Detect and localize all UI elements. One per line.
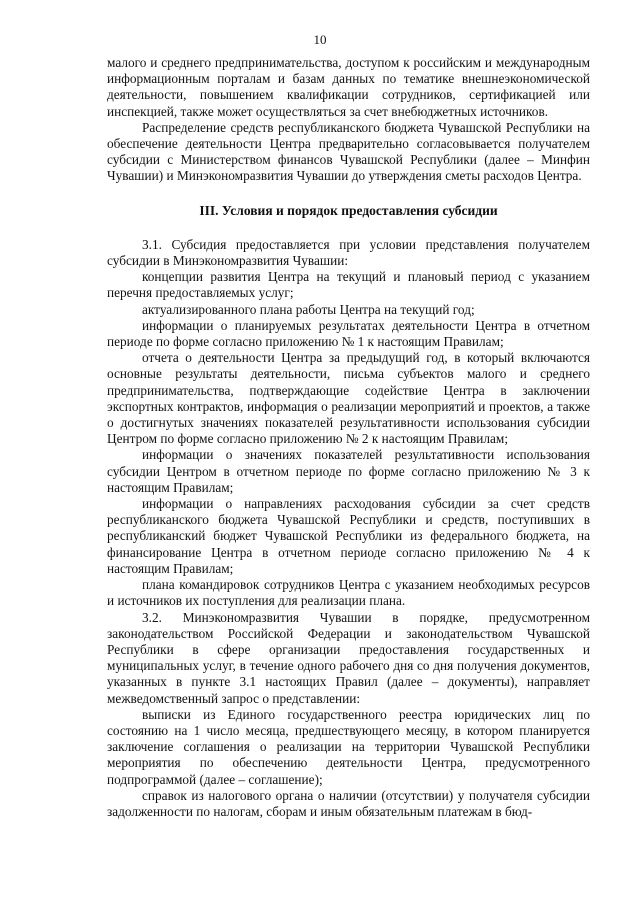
paragraph: отчета о деятельности Центра за предыдущий год, в который включаются основные результаты деятельности, письма субъектов малого и среднего предпринимательства, подтверждающие содействие Центра в заключении экспортных контрактов, информация о реализации мероприятий и проектов, а также о достигнутых значениях показателей результативности использования субсидии Центром по форме согласно приложению № 2 к настоящим Правилам;: [107, 350, 590, 447]
paragraph: информации о планируемых результатах деятельности Центра в отчетном периоде по форме согласно приложению № 1 к настоящим Правилам;: [107, 317, 590, 350]
paragraph: справок из налогового органа о наличии (отсутствии) у получателя субсидии задолженности по налогам, сборам и иным обязательным платежам в бюд-: [107, 787, 590, 819]
paragraph: информации о значениях показателей результативности использования субсидии Центром в отчетном периоде по форме согласно приложению № 3 к настоящим Правилам;: [107, 447, 590, 495]
paragraph: актуализированного плана работы Центра на текущий год;: [142, 301, 475, 317]
section-heading: III. Условия и порядок предоставления субсидии: [199, 202, 498, 218]
paragraph: информации о направлениях расходования субсидии за счет средств республиканского бюджета Чувашской Республики и средств, поступивших в республиканский бюджет Чувашской Республики из федерального бюджета, на финансирование Центра в отчетном периоде согласно приложению № 4 к настоящим Правилам;: [107, 496, 590, 576]
paragraph: 3.1. Субсидия предоставляется при условии представления получателем субсидии в Минэкономразвития Чувашии:: [107, 236, 590, 269]
page-number: 10: [313, 32, 327, 47]
paragraph: Распределение средств республиканского бюджета Чувашской Республики на обеспечение деятельности Центра предварительно согласовывается получателем субсидии с Министерством финансов Чувашской Республики (далее – Минфин Чувашии) и Минэкономразвития Чувашии до утверждения сметы расходов Центра.: [107, 119, 590, 184]
paragraph: 3.2. Минэкономразвития Чувашии в порядке, предусмотренном законодательством Российской Федерации и законодательством Чувашской Республики в сфере организации предоставления государственных и муниципальных услуг, в течение одного рабочего дня со дня получения документов, указанных в пункте 3.1 настоящих Правил (далее – документы), направляет межведомственный запрос о представлении:: [107, 609, 590, 706]
paragraph: малого и среднего предпринимательства, доступом к российским и международным информационным порталам и базам данных по тематике внешнеэкономической деятельности, повышением квалификации сотрудников, сертификацией или инспекцией, также может осуществляться за счет внебюджетных источников.: [107, 55, 590, 119]
paragraph: плана командировок сотрудников Центра с указанием необходимых ресурсов и источников их поступления для реализации плана.: [107, 577, 590, 609]
paragraph: концепции развития Центра на текущий и плановый период с указанием перечня предоставляемых услуг;: [107, 269, 590, 301]
paragraph: выписки из Единого государственного реестра юридических лиц по состоянию на 1 число месяца, предшествующего месяцу, в котором планируется заключение соглашения о реализации на территории Чувашской Республики мероприятия по обеспечению деятельности Центра, предусмотренного подпрограммой (далее – соглашение);: [107, 706, 590, 787]
document-body: [107, 55, 590, 820]
